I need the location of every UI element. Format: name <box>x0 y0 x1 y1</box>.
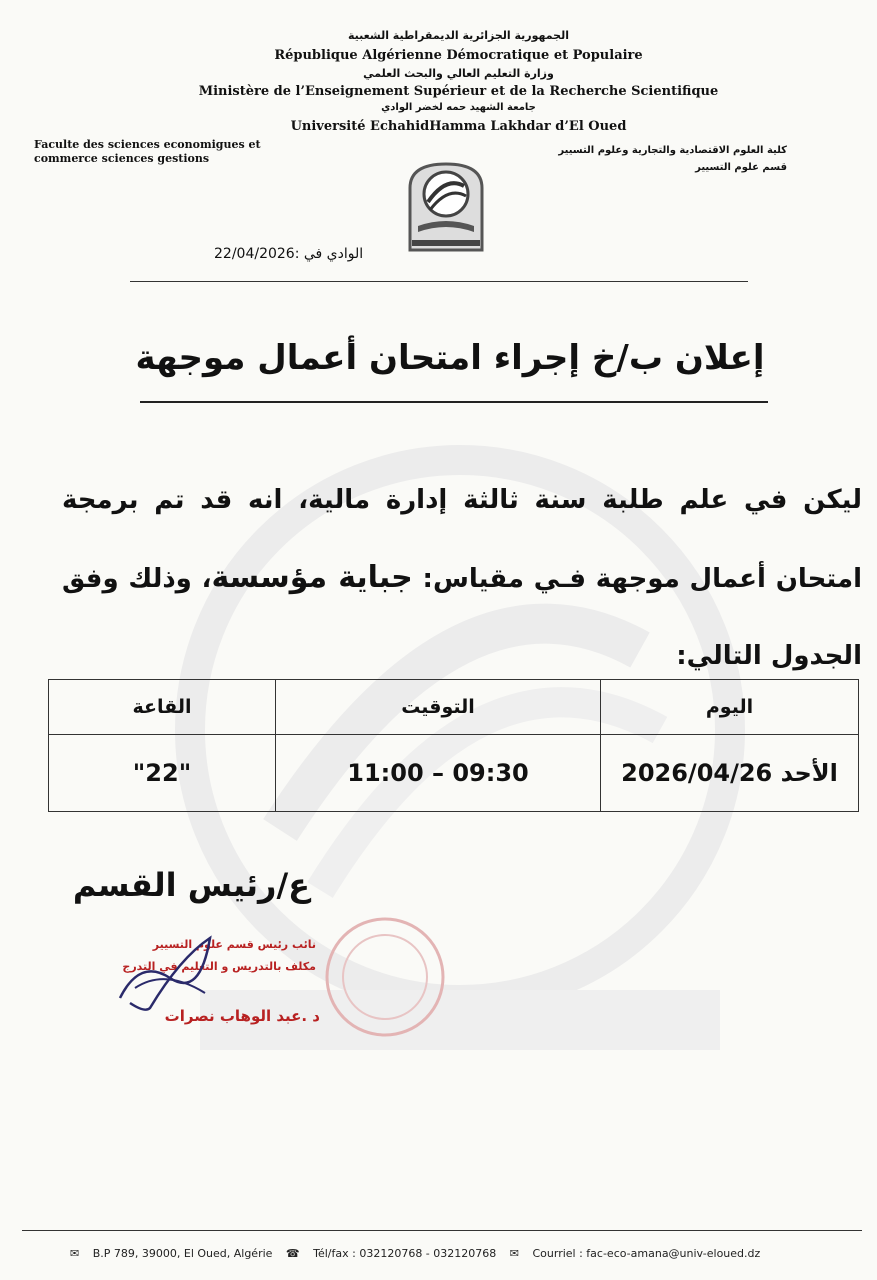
header-divider <box>130 281 748 282</box>
header-day: اليوم <box>601 680 859 735</box>
signature-heading: ع/رئيس القسم <box>72 866 310 904</box>
official-stamp-icon <box>320 912 450 1042</box>
ministry-name-fr: Ministère de l’Enseignement Supérieur et de la Recherche Scientifique <box>198 84 719 99</box>
footer-email: Courriel : fac-eco-amana@univ-eloued.dz <box>532 1247 761 1260</box>
header-time: التوقيت <box>276 680 601 735</box>
signer-title-1: نائب رئيس قسم علوم التسيير <box>152 938 316 951</box>
footer-divider <box>22 1230 862 1231</box>
document-date: الوادي في :22/04/2026 <box>214 246 364 262</box>
republic-name-fr: République Algérienne Démocratique et Populaire <box>274 48 643 63</box>
university-name-ar: جامعة الشهيد حمه لخضر الوادي <box>381 102 536 113</box>
cell-time: 11:00 – 09:30 <box>276 735 601 812</box>
faculty-block-ar <box>527 142 787 176</box>
table-row <box>49 735 859 812</box>
handwritten-signature-icon <box>110 918 230 1018</box>
faculty-name-fr: Faculte des sciences economigues et commerce sciences gestions <box>34 138 261 166</box>
mail-icon: ✉ <box>70 1247 80 1260</box>
email-icon: ✉ <box>509 1247 519 1260</box>
announcement-body <box>62 462 862 695</box>
table-header-row <box>49 680 859 735</box>
body-intro: ليكن في علم طلبة سنة ثالثة إدارة مالية، انه قد تم برمجة امتحان أعمال موجهة فـي مقياس: <box>62 485 863 594</box>
signer-title-2: مكلف بالتدريس و التعليم في التدرج <box>122 960 316 973</box>
department-name-ar: قسم علوم التسيير <box>695 162 787 173</box>
footer-contact <box>70 1247 870 1260</box>
body-outro: ، وذلك وفق الجدول التالي: <box>62 564 862 671</box>
republic-name-ar: الجمهورية الجزائرية الديمقراطية الشعبية <box>348 29 569 42</box>
faculty-name-ar: كلية العلوم الاقتصادية والتجارية وعلوم التسيير <box>558 145 787 156</box>
footer-address: B.P 789, 39000, El Oued, Algérie <box>92 1247 273 1260</box>
title-underline <box>140 401 768 403</box>
university-name-fr: Université EchahidHamma Lakhdar d’El Oued <box>290 119 627 134</box>
cell-day: الأحد 2026/04/26 <box>601 735 859 812</box>
exam-schedule-table <box>48 679 859 812</box>
signer-name: د .عبد الوهاب نصرات <box>164 1007 320 1025</box>
ministry-name-ar: وزارة التعليم العالي والبحث العلمي <box>363 67 554 80</box>
phone-icon: ☎ <box>285 1247 300 1260</box>
cell-room: "22" <box>49 735 276 812</box>
exam-subject: جباية مؤسسة <box>211 560 413 595</box>
header-room: القاعة <box>49 680 276 735</box>
announcement-title: إعلان ب/خ إجراء امتحان أعمال موجهة <box>135 338 765 378</box>
footer-phone: Tél/fax : 032120768 - 032120768 <box>313 1247 497 1260</box>
university-logo-icon <box>402 158 490 254</box>
